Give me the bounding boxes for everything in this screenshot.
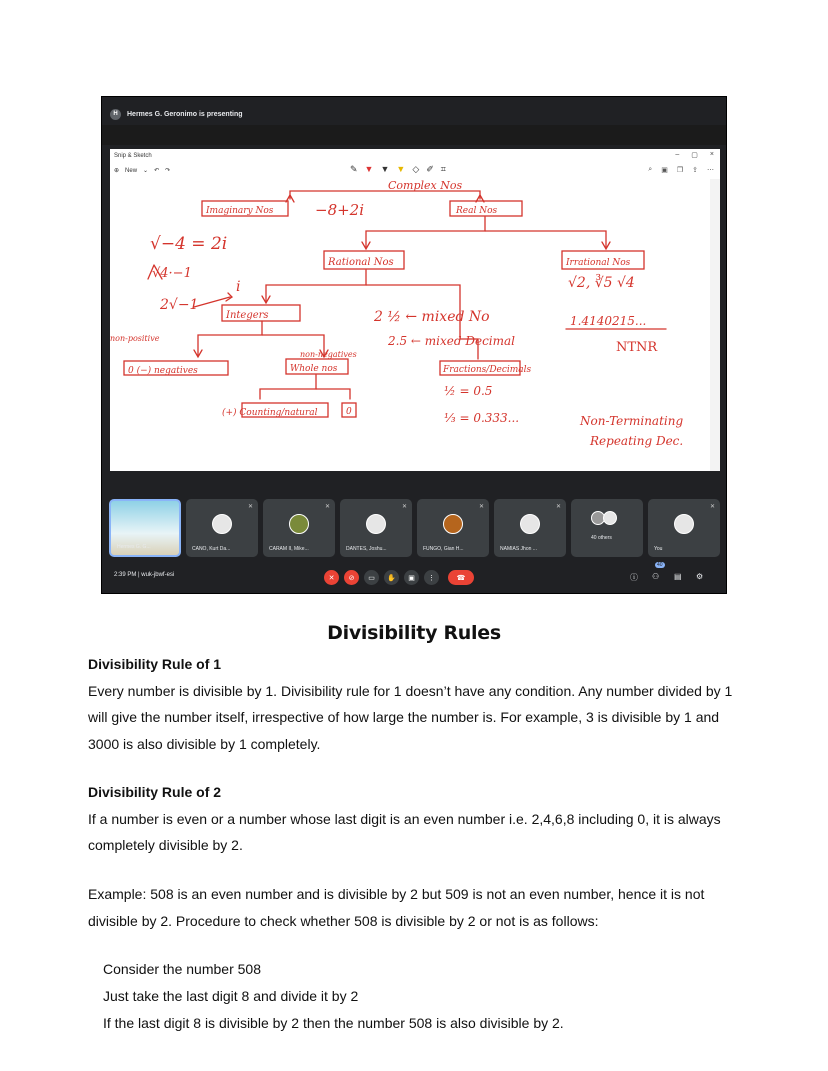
sketch-i-label: i bbox=[236, 279, 241, 295]
maximize-button[interactable]: ▢ bbox=[691, 152, 698, 159]
new-snip-icon[interactable]: ⊕ bbox=[114, 168, 120, 174]
presenting-banner bbox=[110, 105, 243, 123]
meet-controls-bar bbox=[102, 563, 727, 593]
sketch-third: ⅓ = 0.333... bbox=[444, 411, 520, 425]
snip-toolbar-left bbox=[114, 167, 170, 174]
snip-title: Snip & Sketch bbox=[114, 153, 152, 159]
window-controls bbox=[675, 151, 714, 159]
others-count: 40 others bbox=[591, 535, 612, 541]
new-button[interactable]: New bbox=[125, 167, 138, 174]
avatar bbox=[603, 511, 617, 525]
pen-toolbar bbox=[350, 164, 446, 175]
participant-tile[interactable] bbox=[263, 499, 335, 557]
highlighter-icon[interactable]: ▼ bbox=[396, 164, 406, 174]
mic-off-icon: ✕ bbox=[709, 504, 715, 510]
participant-name: CARAM II, Mike... bbox=[269, 546, 309, 552]
participant-tile[interactable] bbox=[340, 499, 412, 557]
rule2-body: If a number is even or a number whose last digit is an even number i.e. 2,4,6,8 including 0, it is always completely divisible by 2. bbox=[88, 810, 721, 853]
share-icon[interactable]: ⇪ bbox=[692, 167, 698, 174]
sketch-irrational-dec: 1.4140215... bbox=[570, 314, 647, 328]
sketch-mixed-frac: 2 ½ ← mixed No bbox=[374, 309, 490, 325]
sketch-sqrt-eq: √−4 = 2i bbox=[150, 234, 228, 254]
participant-name: CANO, Kurt Da... bbox=[192, 546, 231, 552]
participant-tile[interactable] bbox=[186, 499, 258, 557]
meeting-clock: 2:39 PM | wuk-jbwf-esi bbox=[114, 572, 175, 578]
sketch-example-complex: −8+2i bbox=[315, 201, 365, 219]
minimize-button[interactable]: – bbox=[675, 151, 680, 158]
participant-tile[interactable] bbox=[417, 499, 489, 557]
participant-name: FUNGO, Gian H... bbox=[423, 546, 464, 552]
example-section bbox=[88, 881, 748, 934]
participant-name: DANTES, Joshu... bbox=[346, 546, 387, 552]
participant-badge: 40 bbox=[657, 562, 663, 568]
present-icon[interactable]: ▣ bbox=[404, 570, 419, 585]
sketch-non-positive: non-positive bbox=[110, 334, 160, 343]
undo-icon[interactable]: ↶ bbox=[154, 168, 160, 174]
participant-name: You bbox=[654, 546, 663, 552]
example-text: Example: 508 is an even number and is divisible by 2 but 509 is not an even number, hence it is not divisible by 2. Procedure to check whether 508 is divisible by 2 or not is as follows: bbox=[88, 886, 705, 929]
sketch-irrational-ex: √2, ∛5 √4 bbox=[568, 275, 635, 291]
sketch-complex: Complex Nos bbox=[388, 179, 463, 192]
participant-name: NAMIAS Jhon ... bbox=[500, 546, 537, 552]
sketch-negatives: 0 (−) negatives bbox=[128, 366, 198, 376]
sketch-ntnr: NTNR bbox=[616, 340, 658, 355]
presenter-avatar: H bbox=[110, 109, 121, 120]
save-icon[interactable]: ▣ bbox=[661, 167, 668, 174]
close-button[interactable]: × bbox=[709, 151, 714, 158]
meet-screenshot bbox=[101, 96, 727, 594]
more-options-icon[interactable]: ⋮ bbox=[424, 570, 439, 585]
rule2-heading: Divisibility Rule of 2 bbox=[88, 784, 222, 800]
ruler-icon[interactable]: ✐ bbox=[426, 164, 434, 174]
page-title: Divisibility Rules bbox=[327, 622, 501, 644]
chevron-down-icon[interactable]: ⌄ bbox=[143, 168, 149, 174]
chat-icon[interactable]: ▤ bbox=[674, 572, 682, 581]
sketch-fractions: Fractions/Decimals bbox=[443, 365, 532, 375]
participant-tile[interactable] bbox=[109, 499, 181, 557]
mic-off-icon: ✕ bbox=[478, 504, 484, 510]
canvas-scrollbar[interactable] bbox=[710, 179, 720, 471]
eraser-icon[interactable]: ◇ bbox=[412, 164, 420, 174]
mic-off-icon[interactable]: ✕ bbox=[324, 570, 339, 585]
sketch-zero-box: 0 bbox=[346, 407, 352, 417]
mic-off-icon: ✕ bbox=[247, 504, 253, 510]
avatar bbox=[674, 514, 694, 534]
sketch-half: ½ = 0.5 bbox=[444, 384, 493, 398]
activities-icon[interactable]: ⚙ bbox=[696, 572, 704, 581]
sketch-counting: (+) Counting/natural bbox=[222, 408, 318, 418]
snip-toolbar-right bbox=[648, 166, 714, 174]
avatar bbox=[520, 514, 540, 534]
captions-icon[interactable]: ▭ bbox=[364, 570, 379, 585]
avatar bbox=[212, 514, 232, 534]
raise-hand-icon[interactable]: ✋ bbox=[384, 570, 399, 585]
more-icon[interactable]: ⋯ bbox=[707, 167, 714, 174]
sketch-sqrt-split: √4·−1 bbox=[152, 266, 192, 281]
procedure-step: If the last digit 8 is divisible by 2 then the number 508 is also divisible by 2. bbox=[103, 1015, 564, 1031]
rule2-section bbox=[88, 779, 748, 859]
rule1-section bbox=[88, 651, 748, 757]
sketch-non-negatives: non-negatives bbox=[300, 350, 357, 359]
avatar bbox=[289, 514, 309, 534]
sketch-sqrt-result: 2√−1 bbox=[160, 297, 199, 313]
zoom-icon[interactable]: ⌕ bbox=[648, 166, 653, 173]
sketch-irrational: Irrational Nos bbox=[566, 258, 631, 268]
ballpoint-pen-icon[interactable]: ▼ bbox=[364, 164, 374, 174]
sketch-integers: Integers bbox=[226, 310, 269, 321]
copy-icon[interactable]: ❐ bbox=[676, 167, 684, 174]
rule1-heading: Divisibility Rule of 1 bbox=[88, 656, 222, 672]
crop-icon[interactable]: ⌗ bbox=[440, 164, 446, 174]
sketch-mixed-dec: 2.5 ← mixed Decimal bbox=[388, 334, 516, 348]
participant-tile[interactable] bbox=[648, 499, 720, 557]
participant-strip bbox=[102, 497, 727, 559]
sketch-canvas bbox=[110, 179, 710, 471]
people-icon[interactable]: ⚇ bbox=[652, 572, 660, 581]
presenting-text: Hermes G. Geronimo is presenting bbox=[127, 110, 243, 118]
mic-off-icon: ✕ bbox=[555, 504, 561, 510]
avatar bbox=[443, 514, 463, 534]
touch-writing-icon[interactable]: ✎ bbox=[350, 164, 358, 174]
procedure-step: Consider the number 508 bbox=[103, 961, 261, 977]
info-icon[interactable]: ⓘ bbox=[630, 573, 638, 582]
shared-window-topbar bbox=[102, 125, 726, 145]
participant-tile[interactable] bbox=[571, 499, 643, 557]
camera-off-icon[interactable]: ⊘ bbox=[344, 570, 359, 585]
redo-icon[interactable]: ↷ bbox=[165, 168, 171, 174]
sketch-repeating: Repeating Dec. bbox=[590, 434, 684, 448]
sketch-nonterm: Non-Terminating bbox=[580, 414, 684, 428]
sketch-rational: Rational Nos bbox=[328, 257, 394, 268]
mic-off-icon: ✕ bbox=[324, 504, 330, 510]
procedure-step: Just take the last digit 8 and divide it by 2 bbox=[103, 988, 359, 1004]
participant-tile[interactable] bbox=[494, 499, 566, 557]
rule1-body: Every number is divisible by 1. Divisibility rule for 1 doesn’t have any condition. Any number divided by 1 will give the number itself, irrespective of how large the number is. For example, 3 is divisible by 1 and 3000 is also divisible by 1 completely. bbox=[88, 682, 733, 752]
pencil-icon[interactable]: ▼ bbox=[380, 164, 390, 174]
participant-name: Hermes G. G... bbox=[117, 544, 151, 550]
sketch-real: Real Nos bbox=[456, 206, 498, 216]
sketch-whole: Whole nos bbox=[290, 364, 338, 374]
mic-off-icon: ✕ bbox=[401, 504, 407, 510]
snip-sketch-window bbox=[110, 149, 720, 471]
avatar bbox=[366, 514, 386, 534]
sketch-imaginary: Imaginary Nos bbox=[206, 206, 274, 216]
end-call-icon[interactable]: ☎ bbox=[448, 570, 474, 585]
